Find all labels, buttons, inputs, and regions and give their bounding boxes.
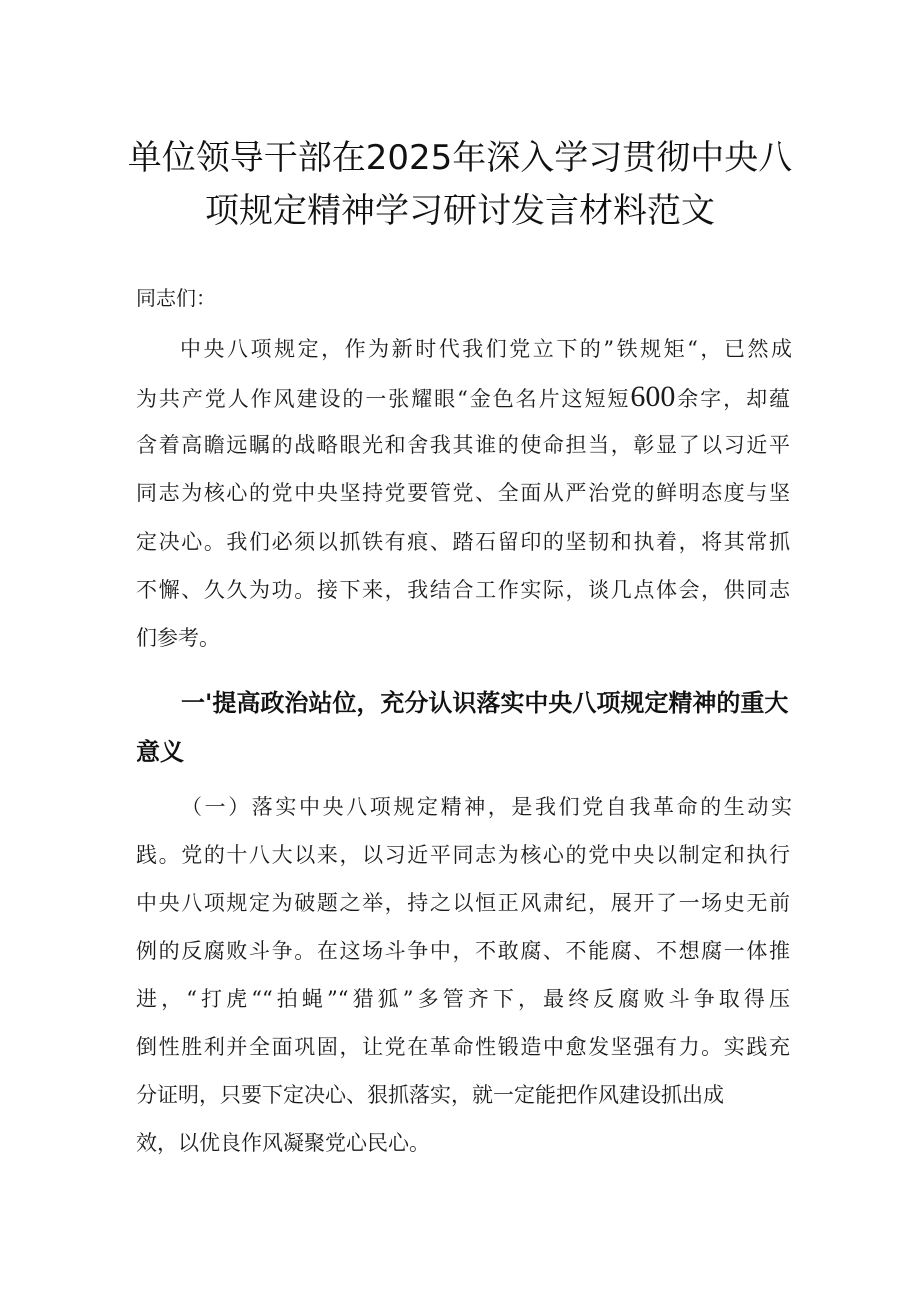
section-1-line-2: 践。党的十八大以来，以习近平同志为核心的党中央以制定和执行 <box>136 843 790 867</box>
intro-line-7: 们参考。 <box>136 626 220 650</box>
intro-line-1: 中央八项规定，作为新时代我们党立下的”铁规矩“，已然成 <box>180 337 792 361</box>
section-1-line-6: 倒性胜利并全面巩固，让党在革命性锻造中愈发坚强有力。实践充 <box>136 1035 790 1059</box>
section-1-line-1: （一）落实中央八项规定精神，是我们党自我革命的生动实 <box>181 795 792 819</box>
document-title-line-1: 单位领导干部在2025年深入学习贯彻中央八 <box>127 138 793 178</box>
greeting: 同志们： <box>136 286 216 310</box>
section-1-line-8: 效，以优良作风凝聚党心民心。 <box>136 1131 430 1155</box>
section-1-line-5: 进，“打虎““拍蝇”“猎狐”多管齐下，最终反腐败斗争取得压 <box>136 987 790 1011</box>
section-1-heading-line-2: 意义 <box>136 738 184 766</box>
section-1-line-3: 中央八项规定为破题之举，持之以恒正风肃纪，展开了一场史无前 <box>136 891 790 915</box>
section-1-line-7: 分证明，只要下定决心、狠抓落实，就一定能把作风建设抓出成 <box>136 1083 724 1107</box>
intro-line-2 <box>136 380 791 413</box>
intro-line-5: 定决心。我们必须以抓铁有痕、踏石留印的坚韧和执着，将其常抓 <box>136 530 790 554</box>
intro-line-3: 含着高瞻远瞩的战略眼光和舍我其谁的使命担当，彰显了以习近平 <box>136 433 790 457</box>
intro-line-2-text: 为共产党人作风建设的一张耀眼“金色名片这短短 <box>136 387 631 411</box>
document-title-line-2: 项规定精神学习研讨发言材料范文 <box>205 191 715 231</box>
intro-line-6: 不懈、久久为功。接下来，我结合工作实际，谈几点体会，供同志 <box>136 578 790 602</box>
section-1-heading-line-1: 一'提高政治站位，充分认识落实中央八项规定精神的重大 <box>181 689 789 717</box>
section-1-line-4: 例的反腐败斗争。在这场斗争中，不敢腐、不能腐、不想腐一体推 <box>136 939 790 963</box>
intro-number: 600 <box>630 380 676 413</box>
intro-line-4: 同志为核心的党中央坚持党要管党、全面从严治党的鲜明态度与坚 <box>136 481 790 505</box>
intro-line-2-tail: 余字，却蕴 <box>675 387 791 411</box>
